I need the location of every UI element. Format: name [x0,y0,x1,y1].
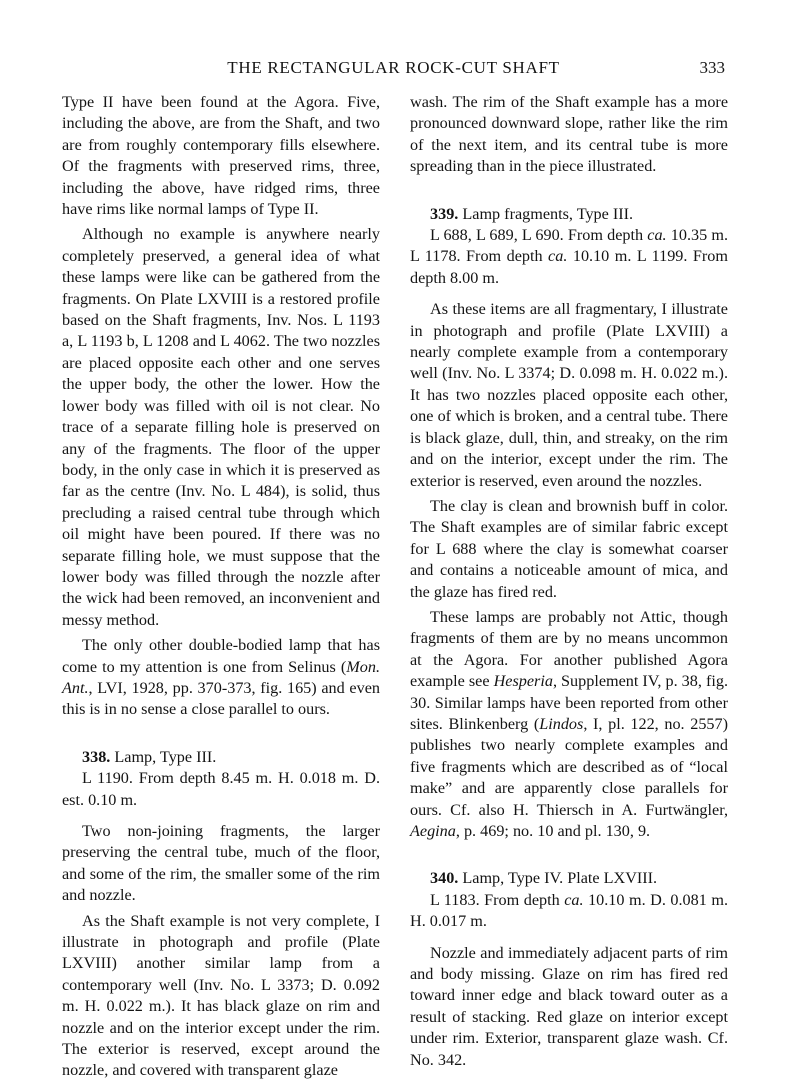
paragraph: As these items are all fragmentary, I illustrate in photograph and profile (Plate LXVIII) a nearly complete example from a contemporary well (Inv. No. L 3374; D. 0.098 m. H. 0.022 m.). It has two nozzles placed opposite each other, one of which is broken, and a central tube. There is black glaze, dull, thin, and streaky, on the rim and on the interior, except under the rim. The exterior is reserved, even around the nozzles. [410,300,728,490]
circa-abbrev: ca. [548,247,568,266]
entry-heading [410,204,728,225]
text-run: , LVI, 1928, pp. 370-373, fig. 165) and even this is in no sense a close parallel to ours. [62,678,380,719]
entry-meta [410,225,728,289]
text-run: These lamps are probably not Attic, though fragments of them are by no means uncommon at the Agora. For another published Agora example see [410,607,728,691]
text-run: L 688, L 689, L 690. From depth [430,226,648,245]
text-run: 10.35 m. L 1178. From depth [410,226,728,266]
circa-abbrev: ca. [564,890,584,909]
page-number: 333 [699,58,725,77]
catalogue-entry-340 [410,868,728,1071]
citation-title: Hesperia [493,672,553,691]
entry-number: 338. [82,747,111,766]
text-run: 10.10 m. L 1199. From depth 8.00 m. [410,247,728,287]
text-run: , Supplement IV, p. 38, fig. 30. Similar lamps have been reported from other sites. Blinkenberg ( [410,672,728,733]
paragraph [410,607,728,842]
catalogue-entry-339 [410,204,728,843]
entry-title: Lamp, Type III. [114,747,217,766]
entry-number: 339. [430,204,459,223]
entry-title: Lamp fragments, Type III. [462,204,634,223]
paragraph [62,635,380,721]
paragraph: Nozzle and immediately adjacent parts of rim and body missing. Glaze on rim has fired red toward inner edge and black toward outer as a result of stacking. Red glaze on interior except under rim. Exterior, transparent glaze wash. Cf. No. 342. [410,943,728,1069]
citation-title: Aegina [410,822,456,840]
citation-title: Mon. Ant. [62,657,380,697]
paragraph: Type II have been found at the Agora. Five, including the above, are from the Shaft, and two are from roughly contemporary fills elsewhere. Of the fragments with preserved rims, three, including the above, have ridged rims, three have rims like normal lamps of Type II. [62,93,380,219]
running-title: THE RECTANGULAR ROCK-CUT SHAFT [227,58,560,77]
text-run: , p. 469; no. 10 and pl. 130, 9. [455,822,651,840]
entry-meta: L 1190. From depth 8.45 m. H. 0.018 m. D. est. 0.10 m. [62,769,380,809]
text-run: The only other double-bodied lamp that has come to my attention is one from Selinus ( [62,636,380,676]
text-run: 10.10 m. D. 0.081 m. H. 0.017 m. [410,890,728,931]
paragraph: The clay is clean and brownish buff in color. The Shaft examples are of similar fabric except for L 688 where the clay is somewhat coarser and contains a noticeable amount of mica, and the glaze has fired red. [410,496,728,601]
entry-number: 340. [430,869,459,888]
entry-title: Lamp, Type IV. Plate LXVIII. [462,869,658,888]
paragraph: wash. The rim of the Shaft example has a more pronounced downward slope, rather like the rim of the next item, and its central tube is more spreading than in the piece illustrated. [410,93,728,176]
entry-heading [62,747,380,768]
paragraph: Although no example is anywhere nearly completely preserved, a general idea of what these lamps were like can be gathered from the fragments. On Plate LXVIII is a restored profile based on the Shaft fragments, Inv. Nos. L 1193 a, L 1193 b, L 1208 and L 4062. The two nozzles are placed opposite each other and one serves the upper body, the other the lower. How the lower body was filled with oil is not clear. No trace of a separate filling hole is preserved on any of the fragments. The floor of the upper body, in the only case in which it is preserved as far as the centre (Inv. No. L 484), is solid, thus precluding a raised central tube through which oil might have been poured. If there was no separate filling hole, we must suppose that the lower body was filled through the nozzle after the wick had been removed, an inconvenient and messy method. [62,225,380,629]
text-run: , I, pl. 122, no. 2557) publishes two nearly complete examples and five fragments which are described as of “local make” and are apparently close parallels for ours. Cf. also H. Thiersch in A. Furtwängler, [410,714,728,819]
entry-heading [410,868,728,889]
right-column [410,92,728,1071]
entry-meta [410,890,728,933]
left-column [62,92,380,1082]
paragraph: As the Shaft example is not very complete, I illustrate in photograph and profile (Plate LXVIII) another similar lamp from a contemporary well (Inv. No. L 3373; D. 0.092 m. H. 0.022 m.). It has black glaze on rim and nozzle and on the interior except under the rim. The exterior is reserved, except around the nozzle, and covered with transparent glaze [62,911,380,1080]
citation-title: Lindos [539,714,584,733]
catalogue-entry-338 [62,747,380,1082]
circa-abbrev: ca. [647,226,667,245]
paragraph: Two non-joining fragments, the larger preserving the central tube, much of the floor, and some of the rim, the smaller some of the rim and nozzle. [62,822,380,905]
text-run: L 1183. From depth [430,890,565,909]
